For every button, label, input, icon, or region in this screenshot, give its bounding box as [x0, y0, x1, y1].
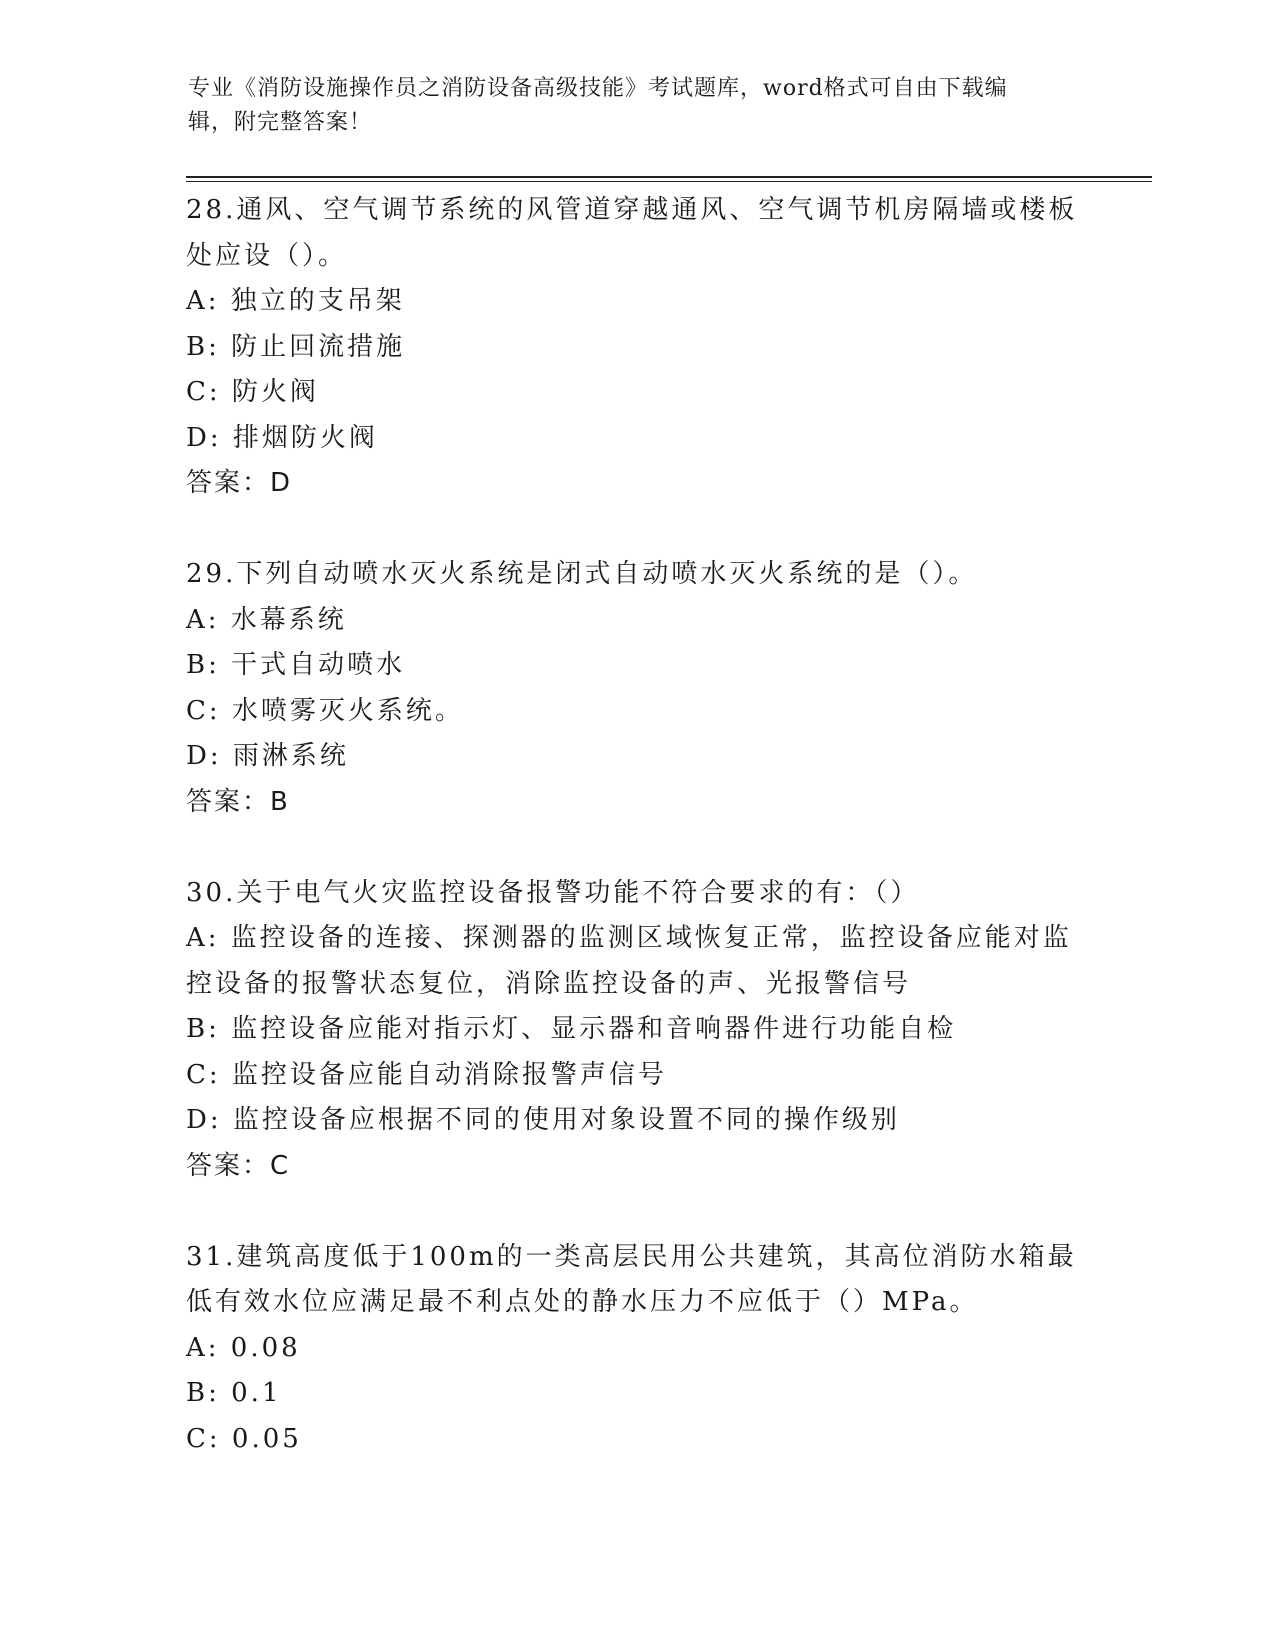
header-line-2: 辑，附完整答案！: [188, 110, 373, 135]
answer: 答案：D: [186, 468, 293, 498]
document-header: [188, 72, 1068, 140]
option-d: D: 监控设备应根据不同的使用对象设置不同的操作级别: [186, 1105, 900, 1135]
option-d: D: 排烟防火阀: [186, 422, 378, 453]
option-a-continued: 控设备的报警状态复位，消除监控设备的声、光报警信号: [186, 968, 912, 999]
option-a: A: 0.08: [186, 1332, 301, 1363]
question-stem: 30.关于电气火灾监控设备报警功能不符合要求的有：（）: [186, 877, 920, 908]
question-list: [186, 188, 1086, 1462]
option-c: C: 0.05: [186, 1423, 302, 1454]
option-c: C: 防火阀: [186, 377, 319, 407]
option-b: B: 0.1: [186, 1378, 282, 1408]
option-d: D: 雨淋系统: [186, 741, 349, 771]
option-b: B: 监控设备应能对指示灯、显示器和音响器件进行功能自检: [186, 1014, 957, 1044]
answer: 答案：B: [186, 786, 290, 817]
question-stem: 31.建筑高度低于100m的一类高层民用公共建筑，其高位消防水箱最: [186, 1241, 1077, 1272]
option-c: C: 水喷雾灭火系统。: [186, 695, 464, 726]
question-30: [186, 871, 1086, 1190]
question-29: [186, 552, 1086, 825]
option-b: B: 防止回流措施: [186, 331, 406, 362]
option-a: A: 监控设备的连接、探测器的监测区域恢复正常，监控设备应能对监: [186, 923, 1072, 953]
option-a: A: 独立的支吊架: [186, 286, 405, 316]
answer: 答案：C: [186, 1150, 291, 1181]
question-stem: 28.通风、空气调节系统的风管道穿越通风、空气调节机房隔墙或楼板: [186, 195, 1078, 225]
question-stem: 低有效水位应满足最不利点处的静水压力不应低于（）MPa。: [186, 1287, 979, 1317]
question-31: [186, 1235, 1086, 1463]
question-stem: 处应设（）。: [186, 240, 348, 271]
header-divider-thin: [186, 181, 1152, 182]
option-a: A: 水幕系统: [186, 604, 347, 635]
question-28: [186, 188, 1086, 507]
option-c: C: 监控设备应能自动消除报警声信号: [186, 1059, 667, 1090]
header-line-1: 专业《消防设施操作员之消防设备高级技能》考试题库，word格式可自由下载编: [188, 76, 1008, 101]
question-stem: 29.下列自动喷水灭火系统是闭式自动喷水灭火系统的是（）。: [186, 559, 978, 589]
option-b: B: 干式自动喷水: [186, 650, 406, 680]
header-divider-thick: [186, 176, 1152, 178]
